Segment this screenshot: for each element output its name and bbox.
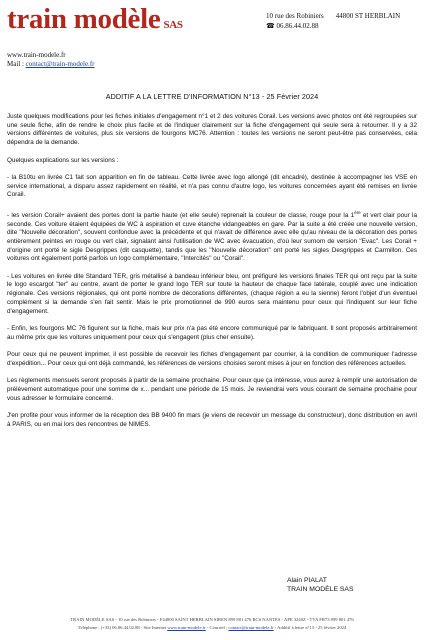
paragraph-intro: Juste quelques modifications pour les fiches initiales d'engagement n°1 et 2 des voitures Corail. Les versions avec photos ont été regroupées sur une seule fiche, afin de rendre le choix plus facile et de l'indiquer clairement sur la fiche d'engagement qui seule sera à retourner. Il y a 32 versions différentes de voitures, plus six versions de fourgons MC76. Attention : toutes les versions ne seront peut-être pas conservées, cela dépendra de la demande. [7,113,417,147]
paragraph-reglements: Les règlements mensuels seront proposés à partir de la semaine prochaine. Pour ceux que ça intéresse, vous aurez à remplir une autorisation de prélèvement automatique pour une somme de x... pendant une période de 15 mois. Je reviendrai vers vous courant de semaine prochaine pour vous adresser le formulaire concerné. [7,377,417,402]
logo-suffix: SAS [163,19,183,31]
document-title: ADDITIF A LA LETTRE D'INFORMATION N°13 - 25 Février 2024 [105,92,319,101]
logo-text: train modèle [7,3,161,35]
paragraph-fourgons: - Enfin, les fourgons MC 76 figurent sur la fiche, mais leur prix n'a pas été encore communiqué par le fabriquant. Il sont proposés arbitrairement au même prix que les voitures uniquement pour ceux qui s'engagent (plus cher ensuite). [7,324,417,341]
paragraph-courrier: Pour ceux qui ne peuvent imprimer, il est possible de recevoir les fiches d'engagement par courrier, à la condition de communiquer l'adresse d'expédition... Pour ceux qui ont déjà commandé, les références de versions choisies seront mises à jour en fonction des références actuelles. [7,351,417,367]
phone-number: 06.86.44.02.88 [276,21,319,30]
paragraph-bb9400: J'en profite pour vous informer de la réception des BB 9400 fin mars (je viens de recevoir un message du constructeur), donc distribution en avril à PARIS, ou en mai lors des rencontres de NIMES. [7,411,417,428]
contact-block [7,51,95,69]
signature [287,576,353,594]
company-address [266,12,400,31]
paragraph-versions-heading: Quelques explications sur les versions : [7,156,119,164]
footer-mail-link[interactable]: contact@train-modele.fr [228,624,274,630]
phone-icon: ☎ [266,21,275,30]
address-street: 10 rue des Robiniers [266,12,324,20]
website-link[interactable]: www.train-modele.fr [7,51,66,59]
paragraph-corail-plus: - les version Corail+ avaient des portes dont la partie haute (et elle seule) reprenait la couleur de classe, rouge pour la 1ère et vert clair pour la seconde. Ces voiture étaient équipées de WC à aspiration et cuve étanche vidangeables en gare. Par la suite a été créée une nouvelle version, dite "Nouvelle décoration", souvent confondue avec la précédente et qui n'avait de différence avec elle qu'au niveau de la décoration des portes entièrement peintes en rouge ou vert clair, signalant ainsi l'utilisation de WC avec évacuation, d'où leur surnom de version "Evac". Les Corail + d'origine ont porté le sigle Desgrippes (dit casquette), tandis que les "Nouvelle décoration" ont porté les sigles Desgrippes et Carmillon. Ces voitures ont également porté parfois un logo complémentaire, "Intercités" ou "Corail". [7,209,417,263]
footer-website-link[interactable]: www.train-modele.fr [167,624,206,630]
address-city: 44800 ST HERBLAIN [335,12,401,20]
page-footer [0,616,424,631]
signature-name: Alain PIALAT [287,577,327,584]
mail-label: Mail : [7,60,26,68]
mail-link[interactable]: contact@train-modele.fr [25,60,95,68]
signature-company: TRAIN MODÈLE SAS [287,586,354,594]
letter-body [7,113,417,438]
footer-contact: Téléphone : (+33) 06.86.44.02.88 - Site Internet www.train-modele.fr - Courriel : contact@train-modele.fr - Additif à lettre n°13 - 25 février 2024 [77,624,347,630]
paragraph-ter: - Les voitures en livrée dite Standard TER, gris métallisé à bandeau inférieur bleu, ont préfiguré les versions finales TER qui ont reçu par la suite le logo escargot "ter" au centre, avant de porter le grand logo TER sur toute la hauteur de chaque face latérale, couplé avec une indication régionale. Ces versions régionales, qui ont porté nombre de décorations différentes, (chaque région a eu la sienne) feront l'objet d'un éventuel complément si la demande s'en fait sentir. Mais le prix promotionnel de 990 euros sera maintenu pour ceux qui l'indiquent sur leur fiche d'engagement. [7,272,417,315]
company-logo [7,2,183,42]
paragraph-b10tu: - la B10tu en livrée C1 fait son apparition en fin de tableau. Cette livrée avec logo allongé (dit encadré), destinée à accompagner les VSE en service international, a disparu assez rapidement en réalité, et n'a pas connu d'autre logo, les voitures concernées ayant été remises en livrée Corail. [7,173,417,199]
footer-legal: TRAIN MODÈLE SAS - 10 rue des Robiniers - F44800 SAINT HERBLAIN SIREN 899 801 476 RCS NANTES - APE 3240Z - TVA FR73 899 801 476 [70,617,354,622]
